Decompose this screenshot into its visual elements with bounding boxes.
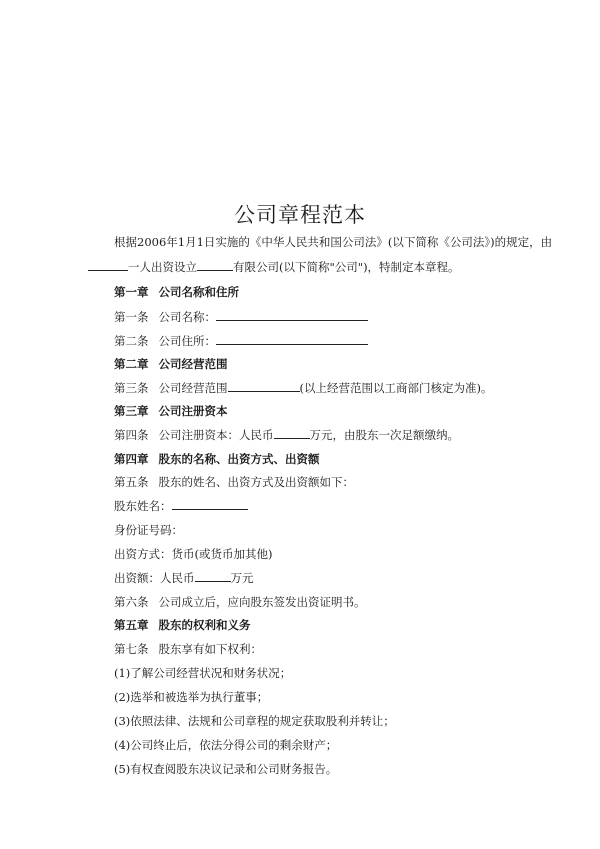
intro-line-2: 一人出资设立 有限公司(以下简称"公司")，特制定本章程。: [88, 259, 460, 275]
intro-line-1: 根据2006年1月1日实施的《中华人民共和国公司法》(以下简称《公司法》)的规定，由: [114, 235, 553, 249]
company-address-field: [216, 333, 368, 345]
article-2: 第二条 公司住所：: [114, 333, 368, 349]
chapter-2-heading: 第二章 公司经营范围: [114, 357, 228, 371]
contribution-amount-field: [195, 570, 231, 582]
chapter-1-heading: 第一章 公司名称和住所: [114, 285, 239, 299]
right-item: (3)依照法律、法规和公司章程的规定获取股利并转让；: [114, 714, 395, 728]
article-4: 第四条 公司注册资本：人民币 万元，由股东一次足额缴纳。: [114, 428, 459, 442]
right-item: (1)了解公司经营状况和财务状况；: [114, 666, 292, 680]
right-item: (2)选举和被选举为执行董事；: [114, 690, 269, 704]
right-item: (5)有权查阅股东决议记录和公司财务报告。: [114, 762, 338, 776]
chapter-3-heading: 第三章 公司注册资本: [114, 404, 228, 418]
article-1: 第一条 公司名称：: [114, 309, 368, 325]
contribution-amount-row: 出资额：人民币 万元: [114, 571, 254, 585]
article-6: 第六条 公司成立后，应向股东签发出资证明书。: [114, 595, 366, 609]
id-number-row: 身份证号码：: [114, 523, 183, 537]
right-item: (4)公司终止后，依法分得公司的剩余财产；: [114, 738, 338, 752]
founder-blank: [88, 259, 128, 271]
article-5: 第五条 股东的姓名、出资方式及出资额如下：: [114, 475, 354, 489]
article-3: 第三条 公司经营范围 (以上经营范围以工商部门核定为准)。: [114, 381, 493, 395]
article-7: 第七条 股东享有如下权利：: [114, 642, 262, 656]
chapter-4-heading: 第四章 股东的名称、出资方式、出资额: [114, 452, 320, 466]
company-name-field: [216, 309, 368, 321]
document-title: 公司章程范本: [234, 203, 366, 227]
contribution-method-row: 出资方式：货币(或货币加其他): [114, 547, 273, 561]
registered-capital-field: [274, 427, 310, 439]
shareholder-name-row: 股东姓名：: [114, 498, 248, 514]
business-scope-field: [228, 380, 300, 392]
shareholder-name-field: [172, 498, 248, 510]
company-name-blank: [197, 259, 233, 271]
chapter-5-heading: 第五章 股东的权利和义务: [114, 618, 251, 632]
